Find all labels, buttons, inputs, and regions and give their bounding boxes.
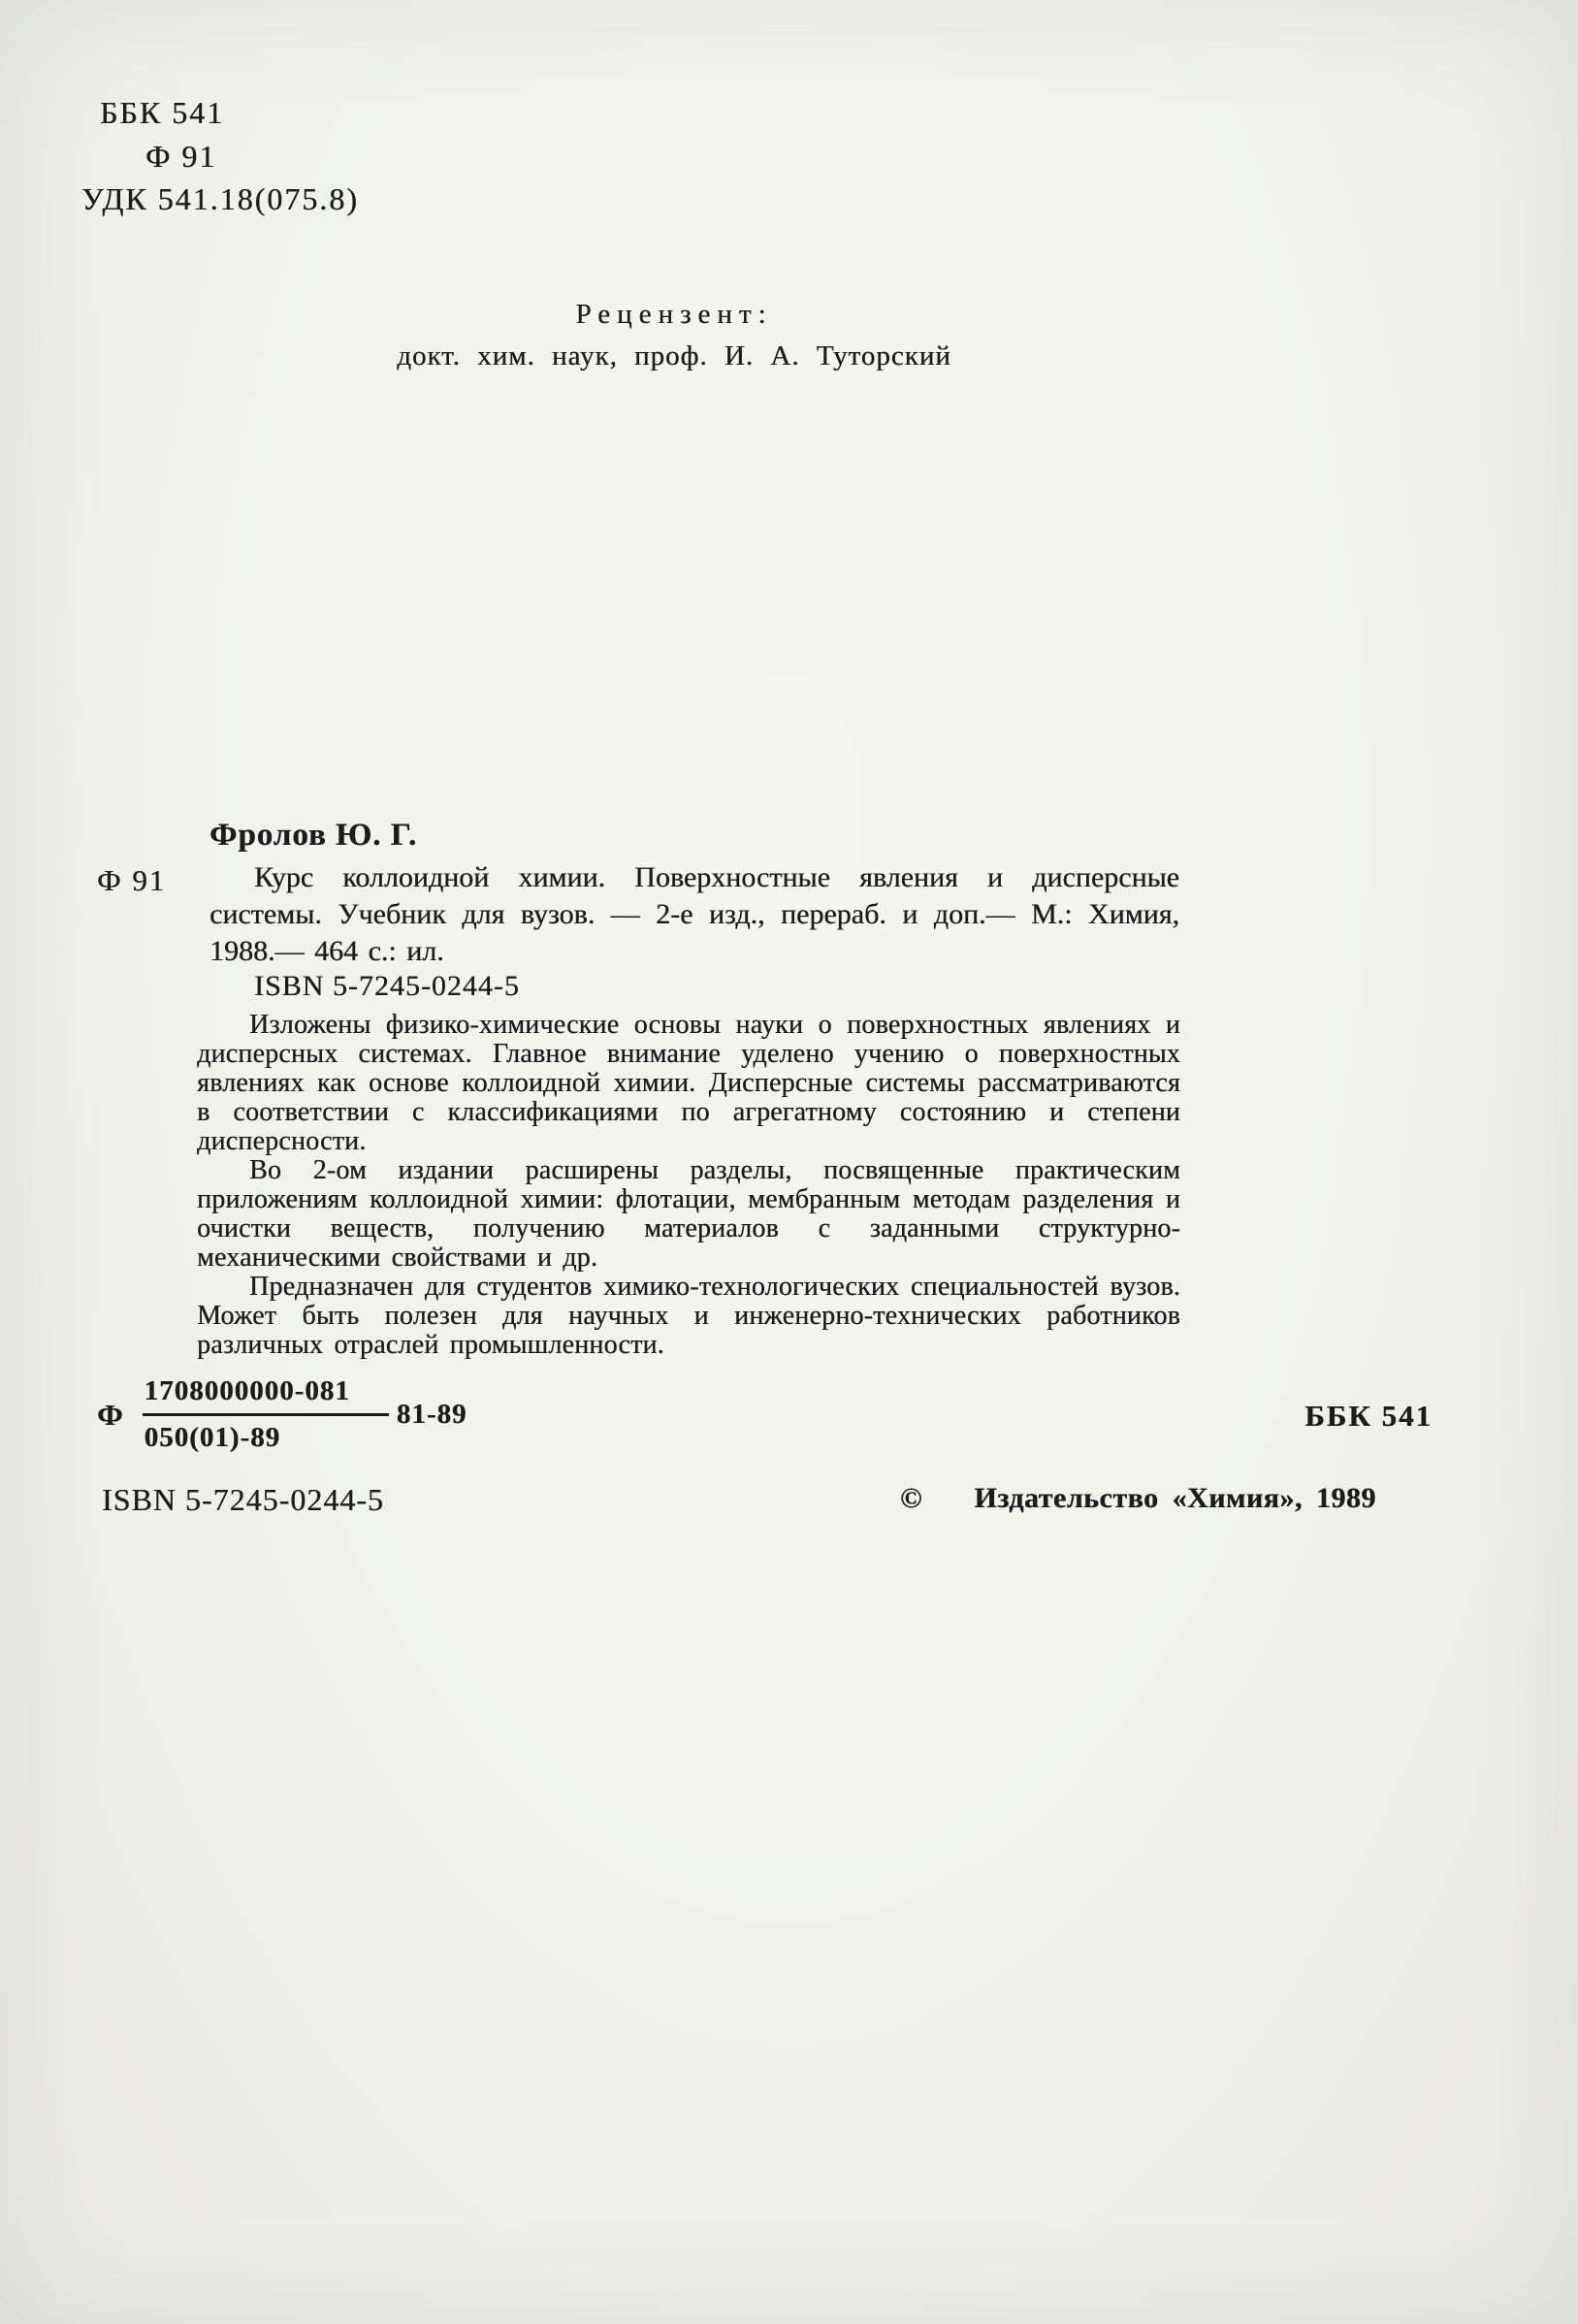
annotation-paragraph: Предназначен для студентов химико-технологических специальностей вузов. Может быть полезен для научных и инженерно-технических работников различных отраслей промышленности. (197, 1272, 1180, 1360)
bibliographic-entry: Курс коллоидной химии. Поверхностные явления и дисперсные системы. Учебник для вузов. — 2-е изд., перераб. и доп.— М.: Химия, 1988.— 464 с.: ил. (209, 861, 1179, 967)
catalog-index (97, 1375, 467, 1454)
author-heading: Фролов Ю. Г. (209, 818, 418, 853)
bbk-code-top: ББК 541 (100, 95, 225, 130)
reviewer-name: докт. хим. наук, проф. И. А. Туторский (397, 340, 951, 371)
catalog-suffix: 81-89 (396, 1399, 467, 1430)
fraction-denominator: 050(01)-89 (144, 1422, 281, 1453)
annotation-block (197, 1011, 1180, 1360)
reviewer-label: Рецензент: (575, 299, 773, 330)
catalog-letter: Ф (97, 1397, 123, 1432)
entry-isbn: ISBN 5-7245-0244-5 (254, 970, 520, 1002)
copyright-symbol-icon: © (900, 1482, 922, 1514)
isbn-bottom: ISBN 5-7245-0244-5 (102, 1482, 384, 1517)
publisher-name: Издательство «Химия», 1989 (974, 1482, 1376, 1514)
bbk-code-bottom: ББК 541 (1304, 1399, 1433, 1433)
reviewer-block (175, 299, 1174, 372)
copyright-line (900, 1482, 1376, 1515)
entry-code: Ф 91 (97, 863, 167, 897)
annotation-paragraph: Изложены физико-химические основы науки о поверхностных явлениях и дисперсных системах. Главное внимание уделено учению о поверхностных явлениях как основе коллоидной химии. Дисперсные системы рассматриваются в соответствии с классификациями по агрегатному состоянию и степени дисперсности. (197, 1010, 1180, 1156)
catalog-fraction (143, 1375, 360, 1454)
fraction-numerator: 1708000000-081 (143, 1375, 360, 1416)
fraction-bar-extension (360, 1413, 389, 1416)
author-sign-code: Ф 91 (145, 139, 217, 174)
udk-code: УДК 541.18(075.8) (81, 181, 359, 216)
annotation-paragraph: Во 2-ом издании расширены разделы, посвященные практическим приложениям коллоидной химии: флотации, мембранным методам разделения и очистки веществ, получению материалов с заданными структурно-механическими свойствами и др. (197, 1155, 1180, 1273)
